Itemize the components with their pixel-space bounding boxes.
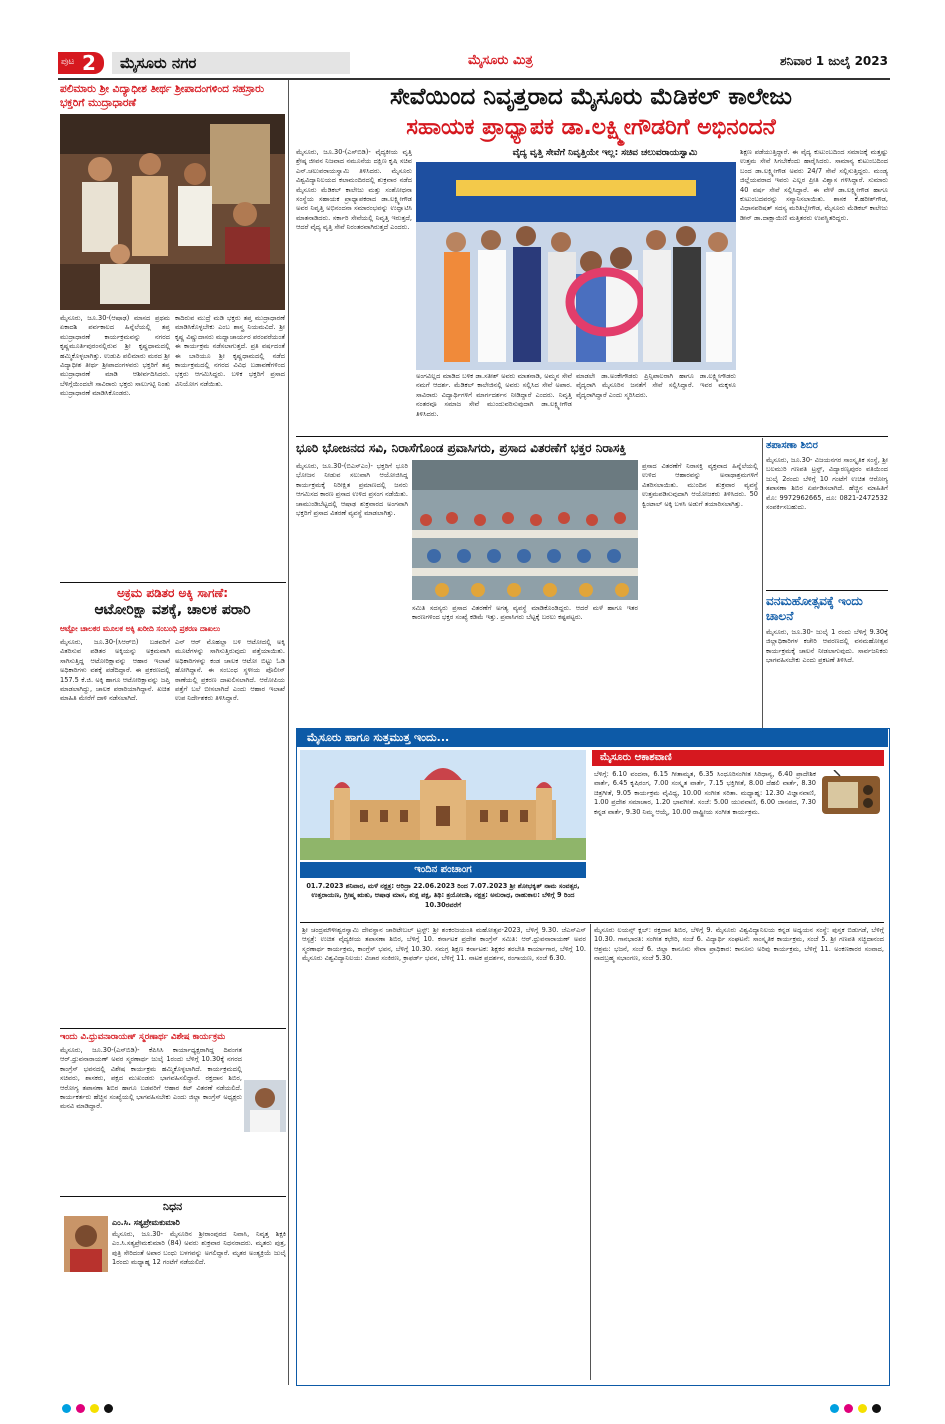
radio-title: ಮೈಸೂರು ಆಕಾಶವಾಣಿ: [600, 752, 672, 763]
story3-body-cont: [60, 1120, 242, 1192]
lead-col1: ಮೈಸೂರು, ಜೂ.30-(ಎಸ್‌ಬಿಡಿ)- ವೈದ್ಯಕೀಯ ವೃತ್ತಿ ಶ್ರೇಷ್ಠ ಜೀವನ ನಿಜವಾದ ನಮೂನೆಯ ದಕ್ಷಿಣ ಕೃಷಿ ಸಚಿವ ಎನ್.ಚಲುವರಾಯಸ್ವಾಮಿ ತಿಳಿಸಿದರು. ಮೈಸೂರು ವಿಶ್ವವಿದ್ಯಾನಿಲಯದ ಕಲಾಮಂದಿರದಲ್ಲಿ ಶುಕ್ರವಾರ ನಡೆದ ಮೈಸೂರು ಮೆಡಿಕಲ್ ಕಾಲೇಜು ಮತ್ತು ಸಂಶೋಧನಾ ಸಂಸ್ಥೆಯ ಸಹಾಯಕ ಪ್ರಾಧ್ಯಾಪಕರಾದ ಡಾ.ಲಕ್ಷ್ಮೀಗೌಡ ಅವರ ನಿವೃತ್ತಿ ಅಭಿನಂದನಾ ಸಮಾರಂಭವನ್ನು ಉದ್ಘಾಟಿಸಿ ಮಾತನಾಡಿದರು. ಸರ್ಕಾರಿ ಸೇವೆಯಲ್ಲಿ ನಿವೃತ್ತಿ ಇರುತ್ತದೆ, ಆದರೆ ವೈದ್ಯ ವೃತ್ತಿ ಸೇವೆ ನಿರಂತರವಾಗಿರುತ್ತದೆ ಎಂದರು.: [296, 148, 412, 232]
paper-name: ಮೈಸೂರು ಮಿತ್ರ: [468, 53, 533, 68]
story2-kicker: ಅಕ್ರಮ ಪಡಿತರ ಅಕ್ಕಿ ಸಾಗಣೆ:: [116, 586, 229, 600]
divider: [60, 1028, 286, 1029]
today-band-title: ಮೈಸೂರು ಹಾಗೂ ಸುತ್ತಮುತ್ತ ಇಂದು...: [307, 731, 450, 744]
masthead-rule: [58, 78, 890, 80]
lead-headline-1: ಸೇವೆಯಿಂದ ನಿವೃತ್ತರಾದ ಮೈಸೂರು ಮೆಡಿಕಲ್ ಕಾಲೇಜು: [390, 84, 792, 110]
mid-headline: ಭೂರಿ ಭೋಜನದ ಸವಿ, ನಿರಾಸೆಗೊಂಡ ಪ್ರವಾಸಿಗರು, ಪ್ರಸಾದ ವಿತರಣೆಗೆ ಭಕ್ತರ ನಿರಾಸಕ್ತಿ: [296, 441, 626, 455]
lead-col2: ಶಿಕ್ಷಣ ಪಡೆಯುತ್ತಿದ್ದಾರೆ. ಈ ವೈದ್ಯ ಕುಟುಂಬದಿಂದ ಸಮಾಜಕ್ಕೆ ಮತ್ತಷ್ಟು ಉತ್ತಮ ಸೇವೆ ಸಿಗಬೇಕೆಂದು ಹಾರೈಸಿದರು. ಸಾಮಾನ್ಯ ಕುಟುಂಬದಿಂದ ಬಂದ ಡಾ.ಲಕ್ಷ್ಮೀಗೌಡ ಅವರು 24/7 ಸೇವೆ ಸಲ್ಲಿಸುತ್ತಿದ್ದರು. ಮಂಡ್ಯ ಜಿಲ್ಲೆಯವರಾದ ಇವರು ಎಲ್ಲರ ಪ್ರೀತಿ ವಿಶ್ವಾಸ ಗಳಿಸಿದ್ದಾರೆ. ಸುಮಾರು 40 ವರ್ಷ ಸೇವೆ ಸಲ್ಲಿಸಿದ್ದಾರೆ. ಈ ವೇಳೆ ಡಾ.ಲಕ್ಷ್ಮೀಗೌಡ ಹಾಗೂ ಕುಟುಂಬದವರನ್ನು ಸನ್ಮಾನಿಸಲಾಯಿತು. ಶಾಸಕ ಕೆ.ಹರೀಶ್‌ಗೌಡ, ವಿಧಾನಪರಿಷತ್ ಸದಸ್ಯ ಮರಿತಿಬ್ಬೇಗೌಡ, ಮೈಸೂರು ಮೆಡಿಕಲ್ ಕಾಲೇಜು ಡೀನ್ ಡಾ.ದಾಕ್ಷಾಯಿಣಿ ಮತ್ತಿತರರು ಉಪಸ್ಥಿತರಿದ್ದರು.: [740, 148, 888, 222]
obituary-body: ಮೈಸೂರು, ಜೂ.30- ಮೈಸೂರಿನ ಶ್ರೀರಾಂಪುರದ ನಿವಾಸಿ, ನಿವೃತ್ತ ಶಿಕ್ಷಕಿ ಎಂ.ಸಿ.ಸತ್ಯಪ್ರೇಮಕುಮಾರಿ (84) ಅವರು ಶುಕ್ರವಾರ ನಿಧನರಾದರು. ಮೃತರು ಪುತ್ರ, ಪುತ್ರಿ ಸೇರಿದಂತೆ ಅಪಾರ ಬಂಧು ಬಳಗವನ್ನು ಅಗಲಿದ್ದಾರೆ. ಮೃತರ ಅಂತ್ಯಕ್ರಿಯೆ ಜುಲೈ 1ರಂದು ಮಧ್ಯಾಹ್ನ 12 ಗಂಟೆಗೆ ನಡೆಯಲಿದೆ.: [112, 1230, 286, 1267]
registration-mark: [76, 1404, 85, 1413]
story1-col2: ಕಾದಿರುವ ಮುದ್ರೆ ಮಡಿ ಭಕ್ತರು ತಪ್ತ ಮುದ್ರಾಧಾರಣೆ ಮಾಡಿಸಿಕೊಳ್ಳಬೇಕು ಎಂಬ ಶಾಸ್ತ್ರ ನಿಯಮವಿದೆ. ಶ್ರೀ ಕೃಷ್ಣ ವಿಷ್ಣುದಾಸರು ಮಧ್ವಾಚಾರ್ಯರ ಪರಂಪರೆಯಂತೆ ಈ ಕಾರ್ಯಕ್ರಮ ನಡೆಸಲಾಗುತ್ತದೆ. ಪ್ರತಿ ವರ್ಷದಂತೆ ಈ ಬಾರಿಯೂ ಶ್ರೀ ಕೃಷ್ಣಧಾಮದಲ್ಲಿ ನಡೆದ ಕಾರ್ಯಕ್ರಮದಲ್ಲಿ ನಗರದ ವಿವಿಧ ಬಡಾವಣೆಗಳಿಂದ ಭಕ್ತರು ಆಗಮಿಸಿದ್ದರು. ಬಳಿಕ ಭಕ್ತರಿಗೆ ಪ್ರಸಾದ ವಿನಿಯೋಗ ನಡೆಯಿತು.: [175, 314, 285, 388]
radio-band: [592, 750, 884, 766]
brief1-headline: ತಪಾಸಣಾ ಶಿಬಿರ: [766, 440, 818, 451]
brief2-body: ಮೈಸೂರು, ಜೂ.30- ಜುಲೈ 1 ರಂದು ಬೆಳಿಗ್ಗೆ 9.30ಕ್ಕೆ ಜಿಲ್ಲಾಧಿಕಾರಿಗಳ ಕಚೇರಿ ಆವರಣದಲ್ಲಿ ವನಮಹೋತ್ಸವ ಕಾರ್ಯಕ್ರಮಕ್ಕೆ ಚಾಲನೆ ನೀಡಲಾಗುವುದು. ಸಾರ್ವಜನಿಕರು ಭಾಗವಹಿಸಬೇಕು ಎಂದು ಪ್ರಕಟಣೆ ತಿಳಿಸಿದೆ.: [766, 628, 888, 665]
felicitation-photo: [416, 162, 736, 370]
registration-mark: [90, 1404, 99, 1413]
divider: [60, 1196, 286, 1197]
registration-mark: [830, 1404, 839, 1413]
page-number: 2: [82, 51, 96, 75]
lead-headline-2: ಸಹಾಯಕ ಪ್ರಾಧ್ಯಾಪಕ ಡಾ.ಲಕ್ಷ್ಮೀಗೌಡರಿಗೆ ಅಭಿನಂದನೆ: [406, 115, 776, 140]
panchanga-body: 01.7.2023 ಶನಿವಾರ, ಮಳೆ ನಕ್ಷತ್ರ: ಆರಿದ್ರಾ 22.06.2023 ರಿಂದ 7.07.2023 ಶ್ರೀ ಶೋಭಕೃತ್ ನಾಮ ಸಂವತ್ಸರ, ಉತ್ತರಾಯಣ, ಗ್ರೀಷ್ಮ ಋತು, ಆಷಾಢ ಮಾಸ, ಶುಕ್ಲ ಪಕ್ಷ, ತಿಥಿ: ತ್ರಯೋದಶಿ, ನಕ್ಷತ್ರ: ಅನುರಾಧ, ರಾಹುಕಾಲ: ಬೆಳಿಗ್ಗೆ 9 ರಿಂದ 10.30ರವರೆಗೆ: [306, 882, 580, 909]
story2-headline: ಆಟೋರಿಕ್ಷಾ ವಶಕ್ಕೆ, ಚಾಲಕ ಪರಾರಿ: [94, 602, 251, 618]
radio-body: ಬೆಳಿಗ್ಗೆ: 6.10 ವಂದನಾ, 6.15 ಗೀತಾಮೃತ, 6.35 ಸಿಂಧೂರಿಸಂಗೀತ ಸಿರಿಧಾನ್ಯ, 6.40 ಪ್ರಾದೇಶಿಕ ವಾರ್ತೆ, 6.45 ಕೃಷಿರಂಗ, 7.00 ಸಂಸ್ಕೃತ ವಾರ್ತೆ, 7.15 ಭಕ್ತಿಗೀತೆ, 8.00 ದೆಹಲಿ ವಾರ್ತೆ, 8.30 ಚಿತ್ರಗೀತೆ, 9.05 ಕಾರ್ಯಕ್ರಮ ವೈವಿಧ್ಯ, 10.00 ಸಂಗೀತ ಸರಿತಾ. ಮಧ್ಯಾಹ್ನ: 12.30 ವಿಜ್ಞಾನವಾಣಿ, 1.00 ಪ್ರದೇಶ ಸಮಾಚಾರ, 1.20 ಭಾವಗೀತೆ. ಸಂಜೆ: 5.00 ಯುವವಾಣಿ, 6.00 ಜಾನಪದ, 7.30 ಕನ್ನಡ ವಾರ್ತೆ, 9.30 ನಿಮ್ಮ ಆಯ್ಕೆ, 10.00 ರಾಷ್ಟ್ರೀಯ ಸಂಗೀತ ಕಾರ್ಯಕ್ರಮ.: [594, 770, 816, 816]
registration-mark: [844, 1404, 853, 1413]
mid-col1: ಮೈಸೂರು, ಜೂ.30-(ಬಿಎಸ್‌ಎಂ)- ಭಕ್ತರಿಗೆ ಭೂರಿ ಭೋಜನ ನೀಡುವ ಸಲುವಾಗಿ ಆಯೋಜಿಸಿದ್ದ ಕಾರ್ಯಕ್ರಮಕ್ಕೆ ನಿರೀಕ್ಷಿತ ಪ್ರಮಾಣದಲ್ಲಿ ಜನರು ಆಗಮಿಸದ ಕಾರಣ ಪ್ರಸಾದ ಉಳಿದ ಪ್ರಸಂಗ ನಡೆಯಿತು. ಚಾಮುಂಡಿಬೆಟ್ಟದಲ್ಲಿ ಆಷಾಢ ಶುಕ್ರವಾರದ ಅಂಗವಾಗಿ ಭಕ್ತರಿಗೆ ಪ್ರಸಾದ ವಿತರಣೆ ವ್ಯವಸ್ಥೆ ಮಾಡಲಾಗಿತ್ತು.: [296, 462, 408, 518]
obituary-name: ಎಂ.ಸಿ. ಸತ್ಯಪ್ರೇಮಕುಮಾರಿ: [112, 1218, 180, 1227]
column-divider: [762, 438, 763, 728]
radio-icon: [820, 770, 882, 816]
lead-col4: ಮಾಡಲೇ ಡಾ.ಅಂಕೇಗೌಡರು ಪ್ರಿನ್ಸಿಪಾಲರಾಗಿ ಹಾಗೂ ಡಾ.ಲಕ್ಷ್ಮೀಗೌಡರು ವೈದ್ಯರಾಗಿ ಮೈಸೂರಿನ ಜನತೆಗೆ ಸೇವೆ ಸಲ್ಲಿಸಿದ್ದಾರೆ. ಇವರ ಮಕ್ಕಳೂ ವೈದ್ಯರಾಗಿದ್ದಾರೆ ಎಂದು ಸ್ಮರಿಸಿದರು.: [576, 372, 736, 399]
lead-subhead: ವೈದ್ಯ ವೃತ್ತಿ ಸೇವೆಗೆ ನಿವೃತ್ತಿಯೇ ಇಲ್ಲ: ಸಚಿವ ಚಲುವರಾಯಸ್ವಾಮಿ: [512, 148, 698, 158]
story3-body: ಮೈಸೂರು, ಜೂ.30-(ಎಸ್‌ಬಿಡಿ)- ಕೆಪಿಸಿಸಿ ಕಾರ್ಯಾಧ್ಯಕ್ಷರಾಗಿದ್ದ ದಿವಂಗತ ಆರ್.ಧ್ರುವನಾರಾಯಣ್ ಅವರ ಸ್ಮರಣಾರ್ಥ ಜುಲೈ 1ರಂದು ಬೆಳಿಗ್ಗೆ 10.30ಕ್ಕೆ ನಗರದ ಕಾಂಗ್ರೆಸ್ ಭವನದಲ್ಲಿ ವಿಶೇಷ ಕಾರ್ಯಕ್ರಮ ಹಮ್ಮಿಕೊಳ್ಳಲಾಗಿದೆ. ಕಾರ್ಯಕ್ರಮದಲ್ಲಿ ಸಚಿವರು, ಶಾಸಕರು, ಪಕ್ಷದ ಮುಖಂಡರು ಭಾಗವಹಿಸಲಿದ್ದಾರೆ. ರಕ್ತದಾನ ಶಿಬಿರ, ಆರೋಗ್ಯ ತಪಾಸಣಾ ಶಿಬಿರ ಹಾಗೂ ಬಡವರಿಗೆ ಆಹಾರ ಕಿಟ್ ವಿತರಣೆ ನಡೆಯಲಿದೆ. ಕಾರ್ಯಕರ್ತರು ಹೆಚ್ಚಿನ ಸಂಖ್ಯೆಯಲ್ಲಿ ಭಾಗವಹಿಸಬೇಕು ಎಂದು ಜಿಲ್ಲಾ ಕಾಂಗ್ರೆಸ್ ಅಧ್ಯಕ್ಷರು ಮನವಿ ಮಾಡಿದ್ದಾರೆ.: [60, 1046, 242, 1111]
events-col1: ಶ್ರೀ ಚಂದ್ರಮೌಳೀಶ್ವರಸ್ವಾಮಿ ದೇವಸ್ಥಾನ ಚಾರಿಟೇಬಲ್ ಟ್ರಸ್ಟ್: ಶ್ರೀ ಶಂಕರಜಯಂತಿ ಮಹೋತ್ಸವ-2023, ಬೆಳಿಗ್ಗೆ 9.30. ಜೆಎಸ್‌ಎಸ್ ಆಸ್ಪತ್ರೆ: ಉಚಿತ ವೈದ್ಯಕೀಯ ತಪಾಸಣಾ ಶಿಬಿರ, ಬೆಳಿಗ್ಗೆ 10. ಕರ್ನಾಟಕ ಪ್ರದೇಶ ಕಾಂಗ್ರೆಸ್ ಸಮಿತಿ: ಆರ್.ಧ್ರುವನಾರಾಯಣ್ ಅವರ ಸ್ಮರಣಾರ್ಥ ಕಾರ್ಯಕ್ರಮ, ಕಾಂಗ್ರೆಸ್ ಭವನ, ಬೆಳಿಗ್ಗೆ 10.30. ಸಮಗ್ರ ಶಿಕ್ಷಣ ಕರ್ನಾಟಕ: ಶಿಕ್ಷಕರ ತರಬೇತಿ ಕಾರ್ಯಾಗಾರ, ಬೆಳಿಗ್ಗೆ 10. ಮೈಸೂರು ವಿಶ್ವವಿದ್ಯಾನಿಲಯ: ವಿಚಾರ ಸಂಕಿರಣ, ಕ್ರಾಫರ್ಡ್ ಭವನ, ಬೆಳಿಗ್ಗೆ 11. ನಾಟಕ ಪ್ರದರ್ಶನ, ರಂಗಾಯಣ, ಸಂಜೆ 6.30.: [302, 926, 586, 963]
mysore-palace-illustration: [300, 750, 586, 860]
obituary-portrait: [64, 1216, 108, 1272]
divider: [766, 590, 888, 591]
page-label: ಪುಟ: [61, 57, 75, 67]
events-col2: ಮೈಸೂರು ಲಯನ್ಸ್ ಕ್ಲಬ್: ರಕ್ತದಾನ ಶಿಬಿರ, ಬೆಳಿಗ್ಗೆ 9. ಮೈಸೂರು ವಿಶ್ವವಿದ್ಯಾನಿಲಯ ಕನ್ನಡ ಅಧ್ಯಯನ ಸಂಸ್ಥೆ: ಪುಸ್ತಕ ಬಿಡುಗಡೆ, ಬೆಳಿಗ್ಗೆ 10.30. ಗಾನಭಾರತಿ: ಸಂಗೀತ ಕಛೇರಿ, ಸಂಜೆ 6. ವಿದ್ಯಾರ್ಥಿ ಸಂಘಟನೆ: ಸಾಂಸ್ಕೃತಿಕ ಕಾರ್ಯಕ್ರಮ, ಸಂಜೆ 5. ಶ್ರೀ ಗಣಪತಿ ಸಚ್ಚಿದಾನಂದ ಆಶ್ರಮ: ಭಜನೆ, ಸಂಜೆ 6. ಜಿಲ್ಲಾ ಕಾನೂನು ಸೇವಾ ಪ್ರಾಧಿಕಾರ: ಕಾನೂನು ಅರಿವು ಕಾರ್ಯಕ್ರಮ, ಬೆಳಿಗ್ಗೆ 11. ಅಂಕಣಕಾರರ ಸಂವಾದ, ನಾದಬ್ರಹ್ಮ ಸಭಾಂಗಣ, ಸಂಜೆ 5.30.: [594, 926, 884, 963]
registration-mark: [858, 1404, 867, 1413]
divider: [296, 436, 888, 437]
panchanga-title: ಇಂದಿನ ಪಂಚಾಂಗ: [414, 864, 472, 875]
story2-subhead: ಆಟ್ಟೋ ಚಾಲಕರ ಮೂಲಕ ಅಕ್ಕಿ ಖರೀದಿ ಸಂಬಂಧಿ ಪ್ರಕರಣ ದಾಖಲು: [60, 624, 221, 633]
registration-mark: [104, 1404, 113, 1413]
issue-date: ಶನಿವಾರ 1 ಜುಲೈ 2023: [780, 54, 888, 68]
mid-col2: ಸಮಿತಿ ಸದಸ್ಯರು ಪ್ರಸಾದ ವಿತರಣೆಗೆ ಅಗತ್ಯ ವ್ಯವಸ್ಥೆ ಮಾಡಿಕೊಂಡಿದ್ದರು. ಆದರೆ ಮಳೆ ಹಾಗೂ ಇತರ ಕಾರಣಗಳಿಂದ ಭಕ್ತರ ಸಂಖ್ಯೆ ಕಡಿಮೆ ಇತ್ತು. ಪ್ರವಾಸಿಗರು ಬೆಟ್ಟಕ್ಕೆ ಬರಲು ಕಷ್ಟಪಟ್ಟರು.: [412, 604, 638, 622]
masthead: [58, 50, 890, 76]
today-band: [297, 729, 888, 747]
registration-mark: [872, 1404, 881, 1413]
story1-headline: ಪಲಿಮಾರು ಶ್ರೀ ವಿದ್ಯಾಧೀಶ ತೀರ್ಥ ಶ್ರೀಪಾದಂಗಳಿಂದ ಸಹಸ್ರಾರು ಭಕ್ತರಿಗೆ ಮುದ್ರಾಧಾರಣೆ: [60, 83, 265, 109]
story2-col1: ಮೈಸೂರು, ಜೂ.30-(ಸಿಆರ್‌ಬಿ) ಬಡವರಿಗೆ ವಿತರಿಸುವ ಪಡಿತರ ಅಕ್ಕಿಯನ್ನು ಅಕ್ರಮವಾಗಿ ಸಾಗಿಸುತ್ತಿದ್ದ ಆಟೋರಿಕ್ಷಾವನ್ನು ಆಹಾರ ಇಲಾಖೆ ಅಧಿಕಾರಿಗಳು ವಶಕ್ಕೆ ಪಡೆದಿದ್ದಾರೆ. ಈ ಪ್ರಕರಣದಲ್ಲಿ 157.5 ಕೆ.ಜಿ. ಅಕ್ಕಿ ಹಾಗೂ ಆಟೋರಿಕ್ಷಾವನ್ನು ಜಪ್ತಿ ಮಾಡಲಾಗಿದ್ದು, ಚಾಲಕ ಪರಾರಿಯಾಗಿದ್ದಾನೆ. ಖಚಿತ ಮಾಹಿತಿ ಮೇರೆಗೆ ದಾಳಿ ನಡೆಸಲಾಗಿದೆ.: [60, 638, 170, 703]
panchanga-band: [300, 862, 586, 878]
lead-col3: ಅಂಗವಿಲ್ಲದ ಮಾಡಿದ ಬಳಿಕ ಡಾ.ಸತೀಶ್ ಅವರು ಮಾತನಾಡಿ, ಅಮ್ಮನ ಸೇವೆ ನಮಗೆ ಆದರ್ಶ. ಮೆಡಿಕಲ್ ಕಾಲೇಜಿನಲ್ಲಿ ಅವರು ಸಲ್ಲಿಸಿದ ಸೇವೆ ಅಪಾರ. ಸಾವಿರಾರು ವಿದ್ಯಾರ್ಥಿಗಳಿಗೆ ಮಾರ್ಗದರ್ಶನ ನೀಡಿದ್ದಾರೆ ಎಂದರು. ನಿವೃತ್ತಿ ನಂತರವೂ ಸಮಾಜ ಸೇವೆ ಮುಂದುವರಿಸುವುದಾಗಿ ಡಾ.ಲಕ್ಷ್ಮೀಗೌಡ ತಿಳಿಸಿದರು.: [416, 372, 572, 418]
palimar-seer-photo: [60, 114, 285, 310]
divider: [300, 922, 884, 923]
story1-col1: ಮೈಸೂರು, ಜೂ.30-(ಆಷಾಢ) ಮಾಸದ ಪ್ರಥಮ ಏಕಾದಶಿ ಪರ್ವಕಾಲದ ಹಿನ್ನೆಲೆಯಲ್ಲಿ ತಪ್ತ ಮುದ್ರಾಧಾರಣೆ ಕಾರ್ಯಕ್ರಮವನ್ನು ನಗರದ ಕೃಷ್ಣಮೂರ್ತಿಪುರಂನಲ್ಲಿರುವ ಶ್ರೀ ಕೃಷ್ಣಧಾಮದಲ್ಲಿ ಹಮ್ಮಿಕೊಳ್ಳಲಾಗಿತ್ತು. ಉಡುಪಿ ಪಲಿಮಾರು ಮಠದ ಶ್ರೀ ವಿದ್ಯಾಧೀಶ ತೀರ್ಥ ಶ್ರೀಪಾದಂಗಳವರು ಭಕ್ತರಿಗೆ ತಪ್ತ ಮುದ್ರಾಧಾರಣೆ ಮಾಡಿ ಆಶೀರ್ವದಿಸಿದರು. ಬೆಳಿಗ್ಗೆಯಿಂದಲೇ ಸಾವಿರಾರು ಭಕ್ತರು ಸಾಲುಗಟ್ಟಿ ನಿಂತು ಮುದ್ರಾಧಾರಣೆ ಮಾಡಿಸಿಕೊಂಡರು.: [60, 314, 170, 398]
registration-mark: [62, 1404, 71, 1413]
brief2-headline: ವನಮಹೋತ್ಸವಕ್ಕೆ ಇಂದು ಚಾಲನೆ: [766, 594, 863, 623]
divider: [60, 582, 286, 583]
page-number-box: [58, 52, 104, 74]
mid-col3: ಪ್ರಸಾದ ವಿತರಣೆಗೆ ನಿರಾಸಕ್ತಿ ವ್ಯಕ್ತವಾದ ಹಿನ್ನೆಲೆಯಲ್ಲಿ ಉಳಿದ ಆಹಾರವನ್ನು ಅನಾಥಾಶ್ರಮಗಳಿಗೆ ವಿತರಿಸಲಾಯಿತು. ಮುಂದಿನ ಶುಕ್ರವಾರ ವ್ಯವಸ್ಥೆ ಉತ್ತಮಪಡಿಸುವುದಾಗಿ ಆಯೋಜಕರು ತಿಳಿಸಿದರು. 50 ಕ್ವಿಂಟಾಲ್ ಅಕ್ಕಿ ಬಳಸಿ ಅಡುಗೆ ತಯಾರಿಸಲಾಗಿತ್ತು.: [642, 462, 758, 508]
column-divider: [288, 80, 289, 1385]
dhruvanarayan-portrait: [244, 1080, 286, 1132]
story2-col2: ಎನ್ ಆರ್ ಮೊಹಲ್ಲಾ ಬಳಿ ಆಟೋದಲ್ಲಿ ಅಕ್ಕಿ ಮೂಟೆಗಳನ್ನು ಸಾಗಿಸುತ್ತಿರುವುದು ಪತ್ತೆಯಾಯಿತು. ಅಧಿಕಾರಿಗಳನ್ನು ಕಂಡ ಚಾಲಕ ಆಟೋ ಬಿಟ್ಟು ಓಡಿ ಹೋಗಿದ್ದಾನೆ. ಈ ಸಂಬಂಧ ಸ್ಥಳೀಯ ಪೊಲೀಸ್ ಠಾಣೆಯಲ್ಲಿ ಪ್ರಕರಣ ದಾಖಲಿಸಲಾಗಿದೆ. ಆರೋಪಿಯ ಪತ್ತೆಗೆ ಬಲೆ ಬೀಸಲಾಗಿದೆ ಎಂದು ಆಹಾರ ಇಲಾಖೆ ಉಪ ನಿರ್ದೇಶಕರು ತಿಳಿಸಿದ್ದಾರೆ.: [175, 638, 285, 703]
brief1-body: ಮೈಸೂರು, ಜೂ.30- ವಿಜಯನಗರ ಸಾಂಸ್ಕೃತಿಕ ಸಂಸ್ಥೆ, ಶ್ರೀ ಬಲಮುರಿ ಗಣಪತಿ ಟ್ರಸ್ಟ್, ವಿದ್ಯಾರಣ್ಯಪುರಂ ವತಿಯಿಂದ ಜುಲೈ 2ರಂದು ಬೆಳಿಗ್ಗೆ 10 ಗಂಟೆಗೆ ಉಚಿತ ಆರೋಗ್ಯ ತಪಾಸಣಾ ಶಿಬಿರ ಏರ್ಪಡಿಸಲಾಗಿದೆ. ಹೆಚ್ಚಿನ ಮಾಹಿತಿಗೆ ಮೊ: 9972962665, ದೂ: 0821-2472532 ಸಂಪರ್ಕಿಸಬಹುದು.: [766, 456, 888, 512]
column-divider: [590, 924, 591, 1380]
section-title: ಮೈಸೂರು ನಗರ: [112, 52, 350, 74]
bhojana-photo: [412, 460, 638, 600]
story3-headline: ಇಂದು ವಿ.ಧ್ರುವನಾರಾಯಣ್ ಸ್ಮರಣಾರ್ಥ ವಿಶೇಷ ಕಾರ್ಯಕ್ರಮ: [60, 1032, 226, 1042]
obituary-header: ನಿಧನ: [162, 1200, 183, 1213]
